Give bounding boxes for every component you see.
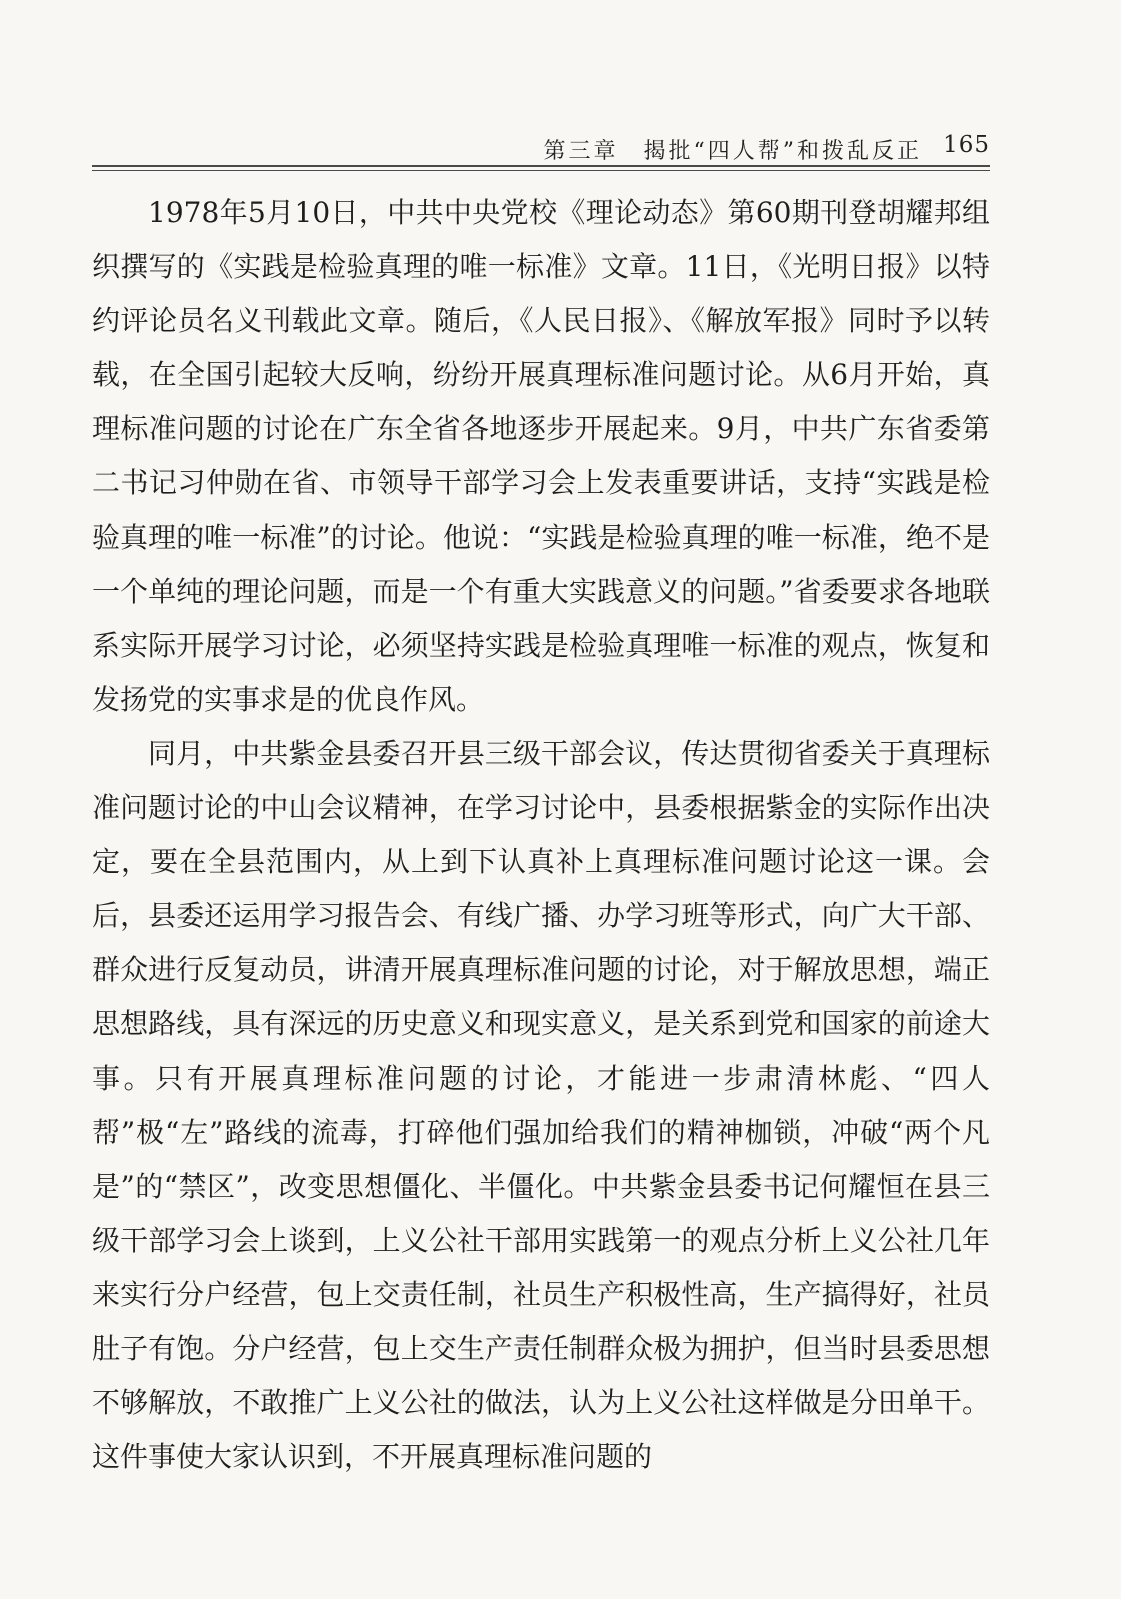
- header-rule-thin: [92, 170, 990, 171]
- paragraph-2: 同月，中共紫金县委召开县三级干部会议，传达贯彻省委关于真理标准问题讨论的中山会议精神，在学习讨论中，县委根据紫金的实际作出决定，要在全县范围内，从上到下认真补上真理标准问题讨论这一课。会后，县委还运用学习报告会、有线广播、办学习班等形式，向广大干部、群众进行反复动员，讲清开展真理标准问题的讨论，对于解放思想，端正思想路线，具有深远的历史意义和现实意义，是关系到党和国家的前途大事。只有开展真理标准问题的讨论，才能进一步肃清林彪、“四人帮”极“左”路线的流毒，打碎他们强加给我们的精神枷锁，冲破“两个凡是”的“禁区”，改变思想僵化、半僵化。中共紫金县委书记何耀恒在县三级干部学习会上谈到，上义公社干部用实践第一的观点分析上义公社几年来实行分户经营，包上交责任制，社员生产积极性高，生产搞得好，社员肚子有饱。分户经营，包上交生产责任制群众极为拥护，但当时县委思想不够解放，不敢推广上义公社的做法，认为上义公社这样做是分田单干。这件事使大家认识到，不开展真理标准问题的: [92, 736, 990, 1474]
- page-number: 165: [943, 132, 990, 158]
- chapter-title: 第三章 揭批“四人帮”和拨乱反正: [543, 139, 922, 164]
- header-rule-thick: [92, 165, 990, 167]
- paragraph-1: 1978年5月10日，中共中央党校《理论动态》第60期刊登胡耀邦组织撰写的《实践是检验真理的唯一标准》文章。11日，《光明日报》以特约评论员名义刊载此文章。随后，《人民日报》、《解放军报》同时予以转载，在全国引起较大反响，纷纷开展真理标准问题讨论。从6月开始，真理标准问题的讨论在广东全省各地逐步开展起来。9月，中共广东省委第二书记习仲勋在省、市领导干部学习会上发表重要讲话，支持“实践是检验真理的唯一标准”的讨论。他说：“实践是检验真理的唯一标准，绝不是一个单纯的理论问题，而是一个有重大实践意义的问题。”省委要求各地联系实际开展学习讨论，必须坚持实践是检验真理唯一标准的观点，恢复和发扬党的实事求是的优良作风。: [92, 196, 990, 716]
- body-text: [92, 186, 990, 1484]
- running-head: [92, 132, 990, 166]
